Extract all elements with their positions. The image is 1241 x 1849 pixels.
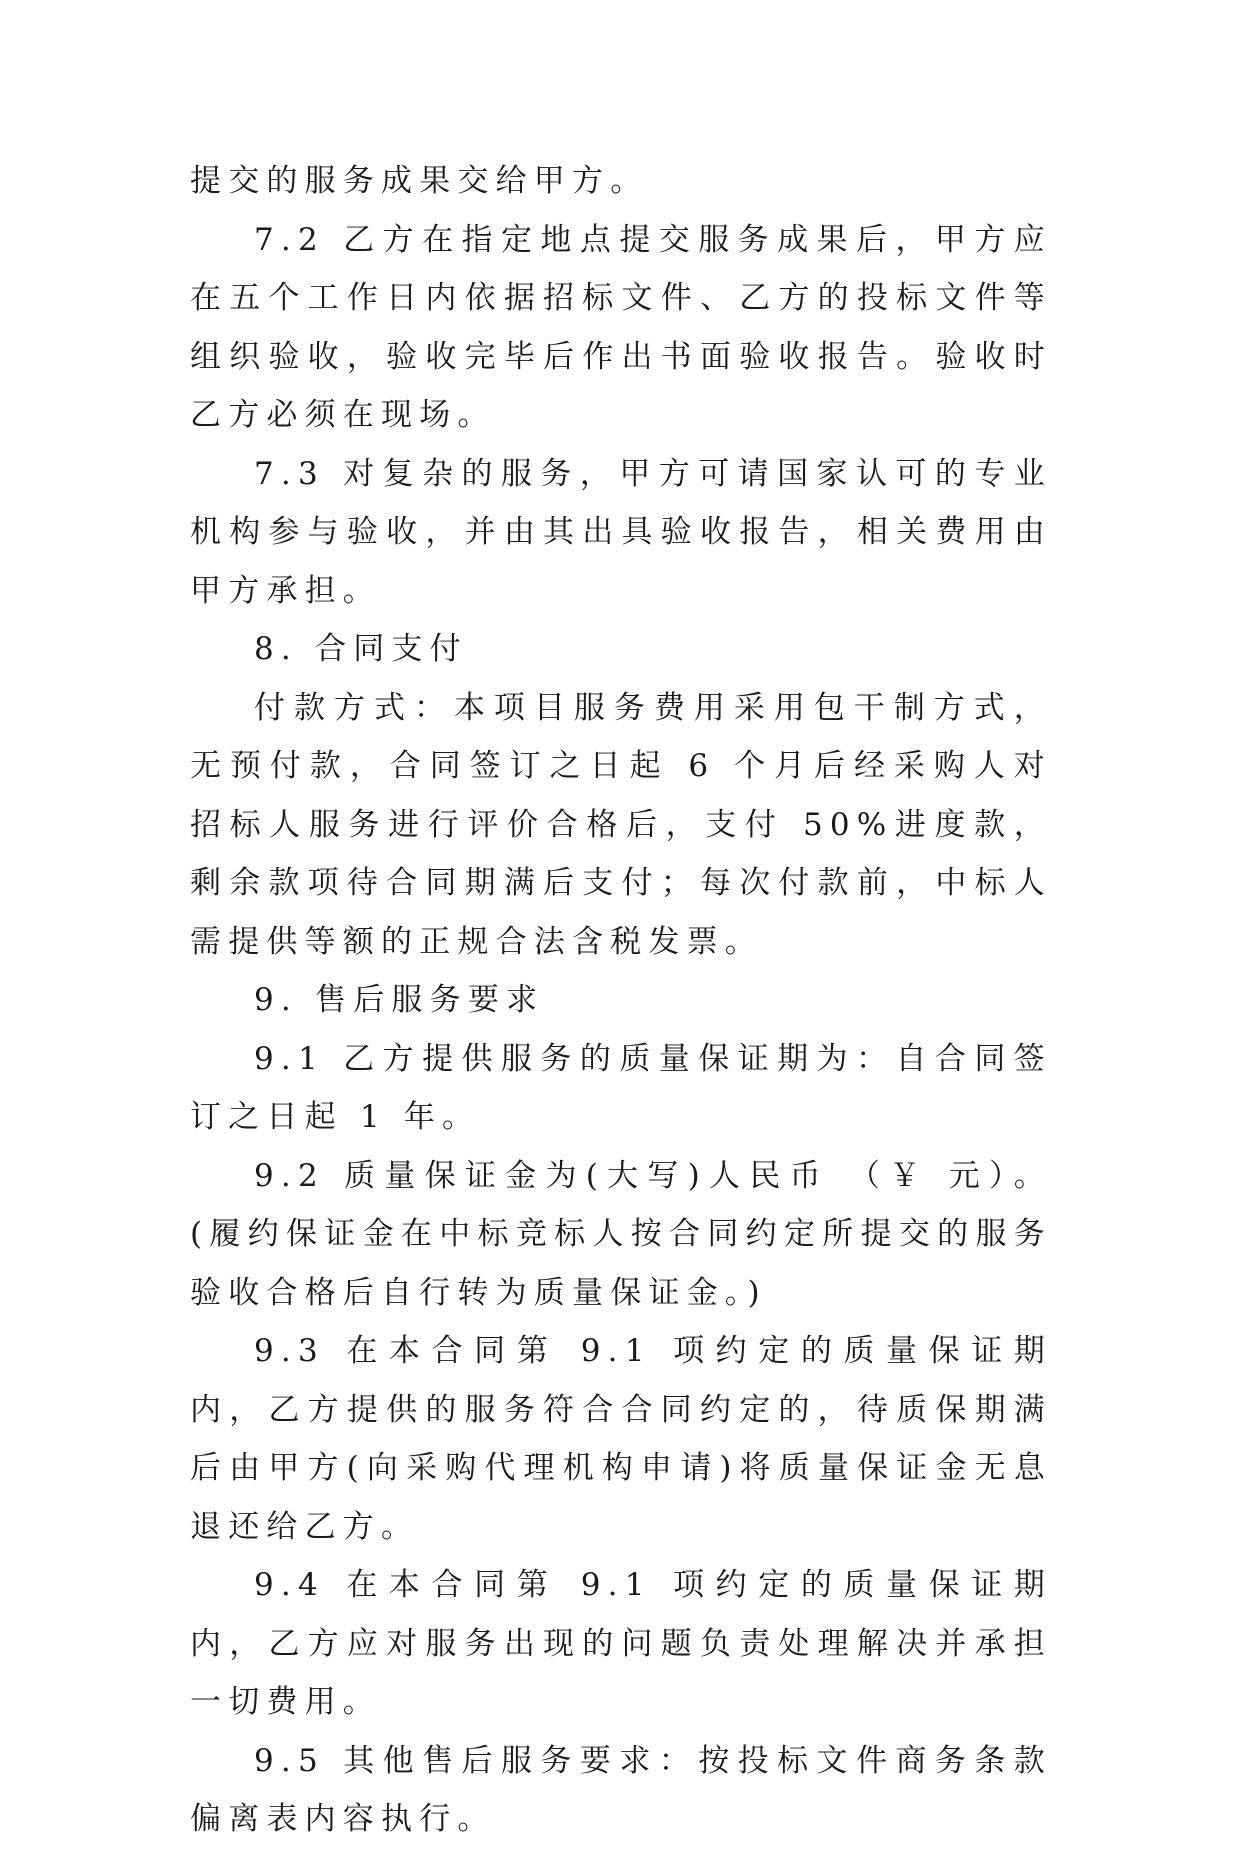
paragraph-continuation: 提交的服务成果交给甲方。 bbox=[190, 163, 649, 199]
heading-8-contract-payment: 8. 合同支付 bbox=[254, 631, 468, 667]
paragraph-9-3: 9.3 在本合同第 9.1 项约定的质量保证期内，乙方提供的服务符合合同约定的，待质保期满后由甲方(向采购代理机构申请)将质量保证金无息退还给乙方。 bbox=[190, 1333, 1052, 1545]
paragraph-payment-method: 付款方式：本项目服务费用采用包干制方式，无预付款，合同签订之日起 6 个月后经采购人对招标人服务进行评价合格后，支付 50%进度款，剩余款项待合同期满后支付；每次付款前，中标人需提供等额的正规合法含税发票。 bbox=[190, 689, 1052, 960]
paragraph-7-2: 7.2 乙方在指定地点提交服务成果后，甲方应在五个工作日内依据招标文件、乙方的投标文件等组织验收，验收完毕后作出书面验收报告。验收时乙方必须在现场。 bbox=[190, 221, 1052, 433]
paragraph-9-4: 9.4 在本合同第 9.1 项约定的质量保证期内，乙方应对服务出现的问题负责处理解决并承担一切费用。 bbox=[190, 1567, 1052, 1720]
paragraph-7-3: 7.3 对复杂的服务，甲方可请国家认可的专业机构参与验收，并由其出具验收报告，相关费用由甲方承担。 bbox=[190, 455, 1052, 609]
document-page bbox=[190, 152, 1052, 1849]
heading-9-after-sales: 9. 售后服务要求 bbox=[254, 982, 545, 1018]
paragraph-9-1: 9.1 乙方提供服务的质量保证期为：自合同签订之日起 1 年。 bbox=[190, 1040, 1052, 1135]
paragraph-9-5: 9.5 其他售后服务要求：按投标文件商务条款偏离表内容执行。 bbox=[190, 1742, 1052, 1837]
paragraph-9-2: 9.2 质量保证金为(大写)人民币 （￥ 元）。(履约保证金在中标竞标人按合同约定所提交的服务验收合格后自行转为质量保证金。) bbox=[190, 1157, 1052, 1311]
